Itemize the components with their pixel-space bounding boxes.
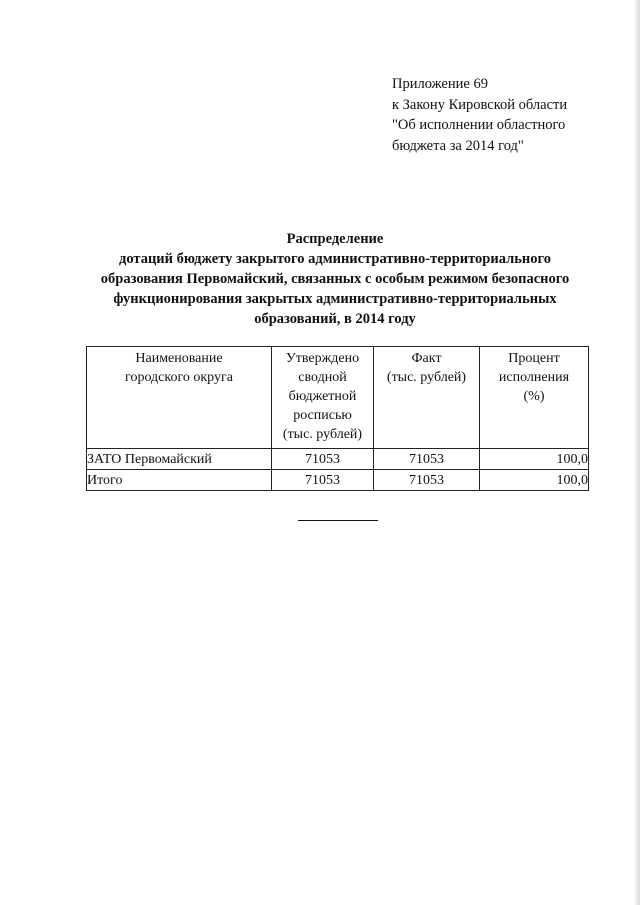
page-edge-shadow: [635, 0, 640, 905]
cell-approved: 71053: [272, 470, 374, 491]
appendix-line: к Закону Кировской области: [392, 96, 568, 113]
closing-rule: [298, 520, 378, 521]
header-approved: Утверждено сводной бюджетной росписью (тыс. рублей): [272, 347, 374, 449]
title-line: образования Первомайский, связанных с особым режимом безопасного: [100, 271, 570, 287]
cell-approved: 71053: [272, 449, 374, 470]
header-district-name: Наименование городского округа: [87, 347, 272, 449]
cell-percent: 100,0: [480, 470, 589, 491]
document-title: [60, 229, 610, 329]
appendix-line: Приложение 69: [392, 76, 488, 92]
appendix-line: бюджета за 2014 год": [392, 137, 524, 154]
appendix-line: "Об исполнении областного: [392, 117, 566, 133]
title-line: образований, в 2014 году: [254, 311, 416, 327]
cell-district-name: ЗАТО Первомайский: [87, 449, 272, 470]
cell-total-label: Итого: [87, 470, 272, 491]
cell-fact: 71053: [374, 449, 480, 470]
table-row: [87, 449, 589, 470]
allocation-table: [86, 346, 589, 491]
table-row-total: [87, 470, 589, 491]
cell-percent: 100,0: [480, 449, 589, 470]
title-line: дотаций бюджету закрытого административно-территориального: [119, 251, 551, 267]
header-percent: Процент исполнения (%): [480, 347, 589, 449]
cell-fact: 71053: [374, 470, 480, 491]
header-fact: Факт (тыс. рублей): [374, 347, 480, 449]
appendix-reference: [392, 74, 567, 156]
title-line: функционирования закрытых административно-территориальных: [113, 291, 557, 307]
title-line: Распределение: [286, 231, 384, 247]
table-header-row: [87, 347, 589, 449]
